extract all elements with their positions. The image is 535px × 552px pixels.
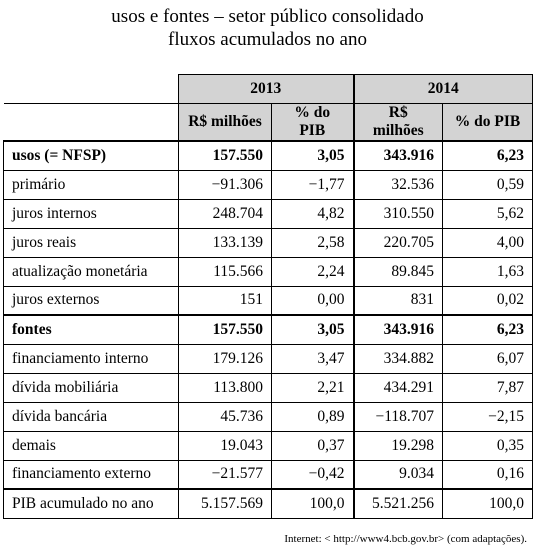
table-row <box>4 228 533 257</box>
cell-rs-milhoes-2013: 45.736 <box>179 402 272 431</box>
subheader-pct-pib-2014: % do PIB <box>443 104 533 142</box>
subheader-rs-milhoes-2014: R$ milhões <box>354 104 443 142</box>
cell-rs-milhoes-2013: −91.306 <box>179 170 272 199</box>
table-row <box>4 141 533 170</box>
cell-rs-milhoes-2014: 434.291 <box>354 373 443 402</box>
cell-pct-pib-2013: 100,0 <box>272 489 354 518</box>
cell-pct-pib-2013: 3,47 <box>272 344 354 373</box>
cell-pct-pib-2014: 0,35 <box>443 431 533 460</box>
cell-pct-pib-2014: 100,0 <box>443 489 533 518</box>
cell-rs-milhoes-2013: 151 <box>179 286 272 315</box>
cell-pct-pib-2013: 2,58 <box>272 228 354 257</box>
cell-pct-pib-2014: 0,02 <box>443 286 533 315</box>
table-row <box>4 199 533 228</box>
cell-rs-milhoes-2014: 220.705 <box>354 228 443 257</box>
cell-pct-pib-2013: 3,05 <box>272 315 354 344</box>
year-header-2013: 2013 <box>179 75 354 104</box>
cell-pct-pib-2014: 0,16 <box>443 460 533 489</box>
cell-pct-pib-2014: −2,15 <box>443 402 533 431</box>
table-row <box>4 460 533 489</box>
year-header-2014: 2014 <box>354 75 533 104</box>
cell-pct-pib-2013: 2,21 <box>272 373 354 402</box>
row-label: juros reais <box>4 228 179 257</box>
cell-pct-pib-2013: 4,82 <box>272 199 354 228</box>
cell-rs-milhoes-2014: 343.916 <box>354 315 443 344</box>
table-row <box>4 373 533 402</box>
row-label: primário <box>4 170 179 199</box>
row-label: atualização monetária <box>4 257 179 286</box>
cell-rs-milhoes-2013: 248.704 <box>179 199 272 228</box>
row-label: juros internos <box>4 199 179 228</box>
cell-rs-milhoes-2014: 5.521.256 <box>354 489 443 518</box>
cell-pct-pib-2014: 1,63 <box>443 257 533 286</box>
cell-pct-pib-2014: 0,59 <box>443 170 533 199</box>
cell-pct-pib-2013: −0,42 <box>272 460 354 489</box>
row-label: dívida mobiliária <box>4 373 179 402</box>
row-label: PIB acumulado no ano <box>4 489 179 518</box>
cell-pct-pib-2013: 3,05 <box>272 141 354 170</box>
table-row <box>4 489 533 518</box>
cell-rs-milhoes-2014: −118.707 <box>354 402 443 431</box>
cell-rs-milhoes-2013: 157.550 <box>179 141 272 170</box>
cell-rs-milhoes-2014: 334.882 <box>354 344 443 373</box>
cell-pct-pib-2014: 6,23 <box>443 315 533 344</box>
table-row <box>4 344 533 373</box>
cell-pct-pib-2014: 4,00 <box>443 228 533 257</box>
row-label: usos (= NFSP) <box>4 141 179 170</box>
cell-rs-milhoes-2014: 310.550 <box>354 199 443 228</box>
cell-rs-milhoes-2013: 5.157.569 <box>179 489 272 518</box>
cell-rs-milhoes-2013: 115.566 <box>179 257 272 286</box>
cell-rs-milhoes-2013: −21.577 <box>179 460 272 489</box>
table-row <box>4 170 533 199</box>
table-row <box>4 315 533 344</box>
cell-rs-milhoes-2014: 831 <box>354 286 443 315</box>
cell-rs-milhoes-2013: 19.043 <box>179 431 272 460</box>
header-blank-cell <box>4 104 179 142</box>
table-title-line-2: fluxos acumulados no ano <box>168 29 367 50</box>
cell-pct-pib-2013: 0,00 <box>272 286 354 315</box>
header-blank-cell <box>4 75 179 104</box>
cell-rs-milhoes-2013: 157.550 <box>179 315 272 344</box>
row-label: fontes <box>4 315 179 344</box>
table-row <box>4 286 533 315</box>
row-label: financiamento externo <box>4 460 179 489</box>
cell-pct-pib-2013: 0,89 <box>272 402 354 431</box>
row-label: demais <box>4 431 179 460</box>
row-label: financiamento interno <box>4 344 179 373</box>
table-row <box>4 257 533 286</box>
cell-pct-pib-2014: 6,07 <box>443 344 533 373</box>
table-row <box>4 431 533 460</box>
cell-pct-pib-2014: 6,23 <box>443 141 533 170</box>
cell-rs-milhoes-2013: 179.126 <box>179 344 272 373</box>
cell-rs-milhoes-2014: 343.916 <box>354 141 443 170</box>
table-row <box>4 402 533 431</box>
cell-pct-pib-2013: 0,37 <box>272 431 354 460</box>
subheader-pct-pib-2013: % do PIB <box>272 104 354 142</box>
row-label: dívida bancária <box>4 402 179 431</box>
cell-pct-pib-2013: −1,77 <box>272 170 354 199</box>
cell-rs-milhoes-2014: 9.034 <box>354 460 443 489</box>
row-label: juros externos <box>4 286 179 315</box>
cell-pct-pib-2014: 5,62 <box>443 199 533 228</box>
cell-pct-pib-2013: 2,24 <box>272 257 354 286</box>
cell-rs-milhoes-2014: 89.845 <box>354 257 443 286</box>
cell-rs-milhoes-2013: 113.800 <box>179 373 272 402</box>
cell-rs-milhoes-2013: 133.139 <box>179 228 272 257</box>
cell-pct-pib-2014: 7,87 <box>443 373 533 402</box>
cell-rs-milhoes-2014: 19.298 <box>354 431 443 460</box>
subheader-rs-milhoes-2013: R$ milhões <box>179 104 272 142</box>
source-note: Internet: < http://www4.bcb.gov.br> (com adaptações). <box>284 533 527 545</box>
usos-fontes-table <box>3 74 533 519</box>
table-title-line-1: usos e fontes – setor público consolidado <box>111 6 424 27</box>
cell-rs-milhoes-2014: 32.536 <box>354 170 443 199</box>
